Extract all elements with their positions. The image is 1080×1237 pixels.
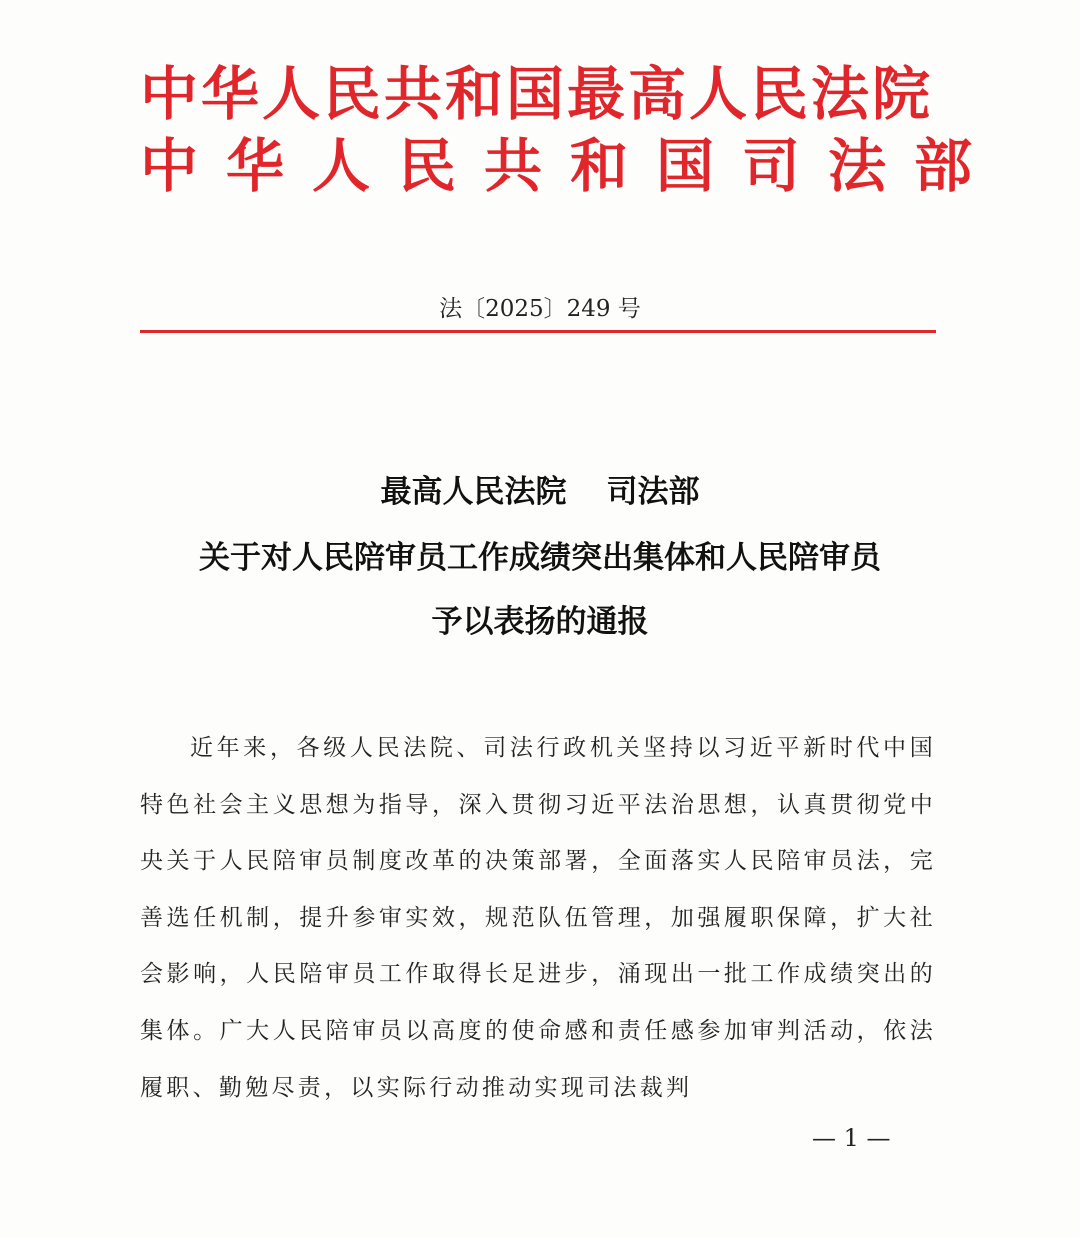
title-line-subject: 关于对人民陪审员工作成绩突出集体和人民陪审员 [199,540,881,576]
red-divider-line [140,330,936,333]
title-line-notice: 予以表扬的通报 [431,604,649,640]
issuer-supreme-court: 中华人民共和国最高人民法院 [140,60,934,128]
title-issuing-organs [0,470,1080,514]
issuer-ministry-of-justice: 中华人民共和国司法部 [140,132,1001,200]
document-number: 法〔2025〕249 号 [439,296,641,322]
title-org-ministry: 司法部 [606,474,700,510]
page-number: — 1 — [812,1124,891,1152]
title-org-court: 最高人民法院 [380,474,567,510]
body-paragraph: 近年来，各级人民法院、司法行政机关坚持以习近平新时代中国特色社会主义思想为指导，深入贯彻习近平法治思想，认真贯彻党中央关于人民陪审员制度改革的决策部署，全面落实人民陪审员法，完善选任机制，提升参审实效，规范队伍管理，加强履职保障，扩大社会影响，人民陪审员工作取得长足进步，涌现出一批工作成绩突出的集体。广大人民陪审员以高度的使命感和责任感参加审判活动，依法履职、勤勉尽责，以实际行动推动实现司法裁判 [140,735,936,1101]
